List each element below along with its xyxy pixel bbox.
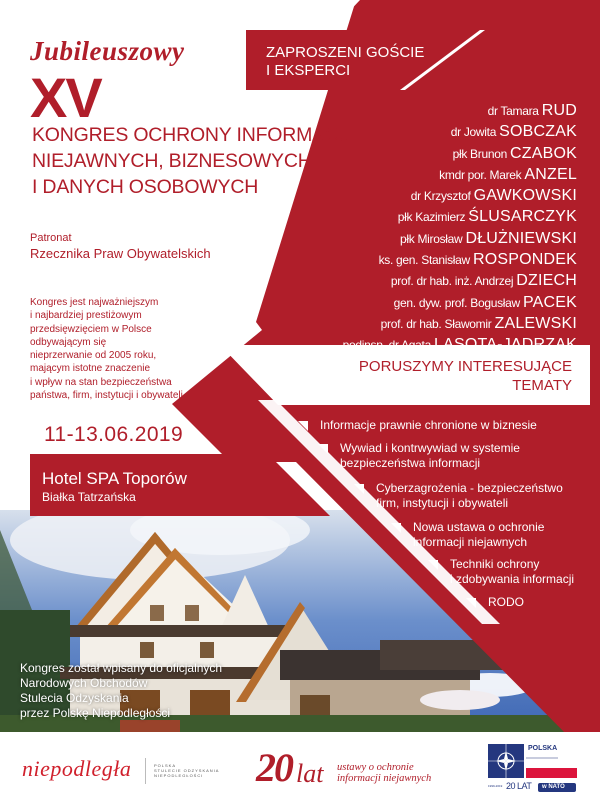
guest-title: prof. dr hab. inż. Andrzej	[390, 274, 514, 289]
guest-surname: ZALEWSKI	[494, 314, 577, 332]
topic-line: Techniki ochrony	[450, 557, 540, 571]
about-line: państwa, firm, instytucji i obywateli.	[30, 390, 186, 402]
guest-item	[343, 164, 577, 185]
guest-surname: RUD	[541, 102, 577, 119]
topic-line: i zdobywania informacji	[450, 572, 575, 586]
topic-item	[488, 595, 524, 610]
niepodlegla-info	[154, 763, 219, 778]
topic-line: Cyberzagrożenia - bezpieczeństwo	[376, 481, 563, 495]
topic-line: Wywiad i kontrwywiad w systemie	[340, 441, 520, 455]
guest-surname: ROSPONDEK	[472, 251, 577, 269]
niepodlegla-logo: niepodległa	[22, 756, 132, 781]
guest-item	[343, 292, 577, 313]
about-line: Kongres jest najważniejszym	[30, 297, 159, 308]
anniversary-text-line: informacji niejawnych	[337, 773, 432, 784]
topics-heading-line: TEMATY	[512, 377, 572, 394]
guests-heading	[266, 44, 424, 80]
triangle-bullet-icon	[391, 523, 401, 533]
guest-item	[343, 121, 577, 142]
guest-surname: LASOTA-JĄDRZAK	[434, 336, 577, 354]
topic-item	[320, 418, 537, 433]
anniversary-text	[337, 762, 431, 784]
guest-item	[343, 206, 577, 227]
triangle-bullet-icon	[318, 444, 328, 454]
niepodlegla-info-line: POLSKA	[154, 763, 177, 768]
guest-item	[343, 185, 577, 206]
jubilee-label: Jubileuszowy	[30, 36, 185, 66]
guest-title: dr Krzysztof	[410, 189, 471, 204]
logo-divider	[145, 758, 146, 784]
guest-surname: PACEK	[522, 293, 577, 311]
guest-surname: ANZEL	[524, 165, 577, 183]
niepodlegla-info-line: STULECIE ODZYSKANIA	[154, 768, 220, 773]
event-city: Białka Tatrzańska	[42, 490, 136, 504]
congress-title	[32, 122, 354, 200]
anniversary-unit: lat	[296, 759, 324, 788]
event-date: 11-13.06.2019	[44, 423, 184, 446]
guest-title: płk Brunon	[452, 146, 507, 161]
nato-badge: w NATO	[542, 784, 565, 790]
about-text	[30, 296, 186, 402]
topic-line: RODO	[488, 595, 524, 609]
congress-title-line: NIEJAWNYCH, BIZNESOWYCH	[32, 150, 312, 172]
guest-surname: DŁUŻNIEWSKI	[465, 229, 577, 247]
guest-title: prof. dr hab. Sławomir	[380, 316, 492, 331]
topic-line: firm, instytucji i obywateli	[376, 496, 509, 510]
topic-item	[450, 557, 574, 587]
caption-line: Kongres został wpisany do oficjalnych	[20, 661, 223, 675]
nato-logo	[488, 744, 588, 794]
guest-title: dr Jowita	[450, 125, 497, 140]
topic-item	[413, 520, 544, 550]
guest-surname: DZIECH	[516, 272, 577, 290]
topics-heading-line: PORUSZYMY INTERESUJĄCE	[358, 358, 572, 375]
guest-surname: SOBCZAK	[499, 123, 577, 141]
edition-number: XV	[30, 66, 101, 129]
caption-line: Narodowych Obchodów	[20, 676, 148, 690]
congress-title-line: I DANYCH OSOBOWYCH	[32, 176, 259, 198]
guest-item	[343, 228, 577, 249]
triangle-bullet-icon	[428, 560, 438, 570]
guest-item	[343, 143, 577, 164]
guest-surname: CZABOK	[510, 144, 577, 162]
about-line: i najbardziej prestiżowym	[30, 310, 142, 322]
niepodlegla-info-line: NIEPODLEGŁOŚCI	[154, 773, 204, 778]
nato-country: POLSKA	[528, 745, 558, 752]
topic-line: bezpieczeństwa informacji	[340, 456, 481, 470]
guest-title: ks. gen. Stanisław	[378, 253, 470, 268]
topic-item	[376, 481, 563, 511]
patronage-label: Patronat	[30, 232, 72, 244]
triangle-bullet-icon	[354, 484, 364, 494]
about-line: mającym istotne znaczenie	[30, 363, 151, 375]
topic-line: informacji niejawnych	[413, 535, 528, 549]
topic-item	[340, 441, 520, 471]
anniversary-number: 20	[256, 745, 292, 790]
event-venue: Hotel SPA Toporów	[42, 469, 187, 488]
guest-surname: ŚLUSARCZYK	[468, 208, 577, 226]
about-line: przedsięwzięciem w Polsce	[30, 323, 152, 335]
anniversary-text-line: ustawy o ochronie	[337, 762, 414, 773]
nato-years: 1999-2019	[488, 784, 503, 788]
footer	[0, 732, 600, 800]
about-line: odbywającym się	[30, 336, 107, 348]
topic-line: Informacje prawnie chronione w biznesie	[320, 418, 537, 432]
guest-item	[343, 313, 577, 334]
guest-item	[343, 249, 577, 270]
guest-title: gen. dyw. prof. Bogusław	[393, 295, 520, 310]
guests-heading-line: I EKSPERCI	[266, 62, 351, 79]
photo-caption	[20, 661, 222, 721]
about-line: i wpływ na stan bezpieczeństwa	[30, 376, 172, 388]
congress-title-line: KONGRES OCHRONY INFORMACJI	[32, 124, 354, 146]
about-line: nieprzerwanie od 2005 roku,	[30, 350, 157, 362]
guest-list	[343, 100, 577, 356]
guest-item	[343, 100, 577, 121]
guest-item	[343, 334, 577, 355]
caption-line: Stulecia Odzyskania	[20, 691, 129, 705]
guest-title: podinsp. dr Agata	[342, 338, 431, 353]
guest-title: płk Kazimierz	[397, 210, 466, 225]
triangle-bullet-icon	[298, 421, 308, 431]
guest-title: kmdr por. Marek	[439, 167, 522, 182]
guest-title: płk Mirosław	[399, 231, 463, 246]
caption-line: przez Polskę Niepodległości	[20, 706, 171, 720]
patronage-name: Rzecznika Praw Obywatelskich	[30, 246, 211, 261]
nato-anniversary: 20 LAT	[506, 781, 532, 791]
guest-surname: GAWKOWSKI	[473, 187, 577, 205]
topics-heading	[359, 357, 572, 395]
triangle-bullet-icon	[466, 598, 476, 608]
guest-item	[343, 270, 577, 291]
topic-line: Nowa ustawa o ochronie	[413, 520, 545, 534]
guests-heading-line: ZAPROSZENI GOŚCIE	[266, 44, 425, 61]
guest-title: dr Tamara	[487, 104, 539, 118]
